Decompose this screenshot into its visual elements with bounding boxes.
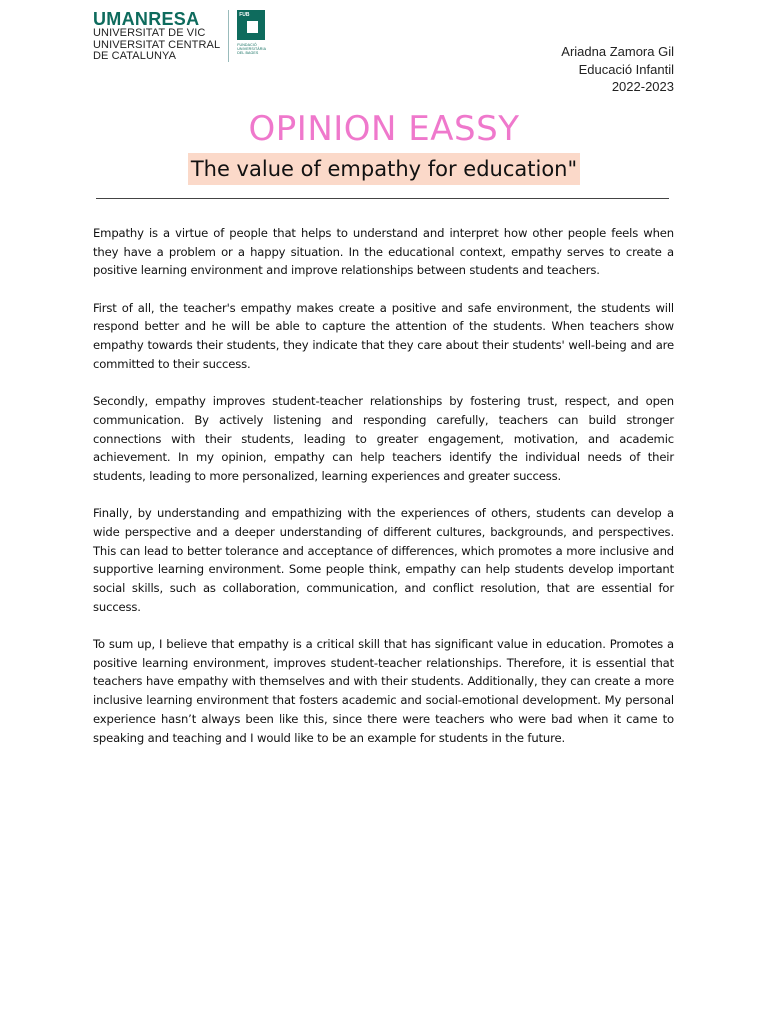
paragraph: Finally, by understanding and empathizing with the experiences of others, students can develop a wide perspective and a deeper understanding of different cultures, backgrounds, and perspectives. This can lead to better tolerance and acceptance of differences, which promotes a more inclusive and supportive learning environment. Some people think, empathy can help students develop important social skills, such as collaboration, communication, and conflict resolution, that are essential for success. (93, 506, 674, 614)
author-name: Ariadna Zamora Gil (561, 44, 674, 59)
logo-divider (228, 10, 229, 62)
paragraph: Secondly, empathy improves student-teacher relationships by fostering trust, respect, and open communication. By actively listening and responding carefully, teachers can build stronger connections with their students, leading to greater engagement, motivation, and academic achievement. In my opinion, empathy can help teachers identify the individual needs of their students, leading to more personalized, learning experiences and greater success. (93, 394, 674, 483)
fub-square-shape (247, 21, 258, 33)
umanresa-wordmark (93, 10, 220, 65)
logo-sub-line: UNIVERSITAT DE VIC (93, 27, 206, 39)
fub-logo (237, 10, 267, 65)
author-year: 2022-2023 (611, 79, 674, 94)
university-logo (93, 10, 267, 65)
essay-body (93, 224, 674, 766)
paragraph: Empathy is a virtue of people that helps to understand and interpret how other people feels when they have a problem or a happy situation. In the educational context, empathy serves to create a positive learning environment and improve relationships between students and teachers. (93, 226, 674, 278)
logo-main-text: UMANRESA (93, 9, 200, 29)
subtitle-container (0, 153, 768, 185)
page-subtitle: The value of empathy for education" (188, 153, 580, 185)
logo-sub-line: UNIVERSITAT CENTRAL (93, 38, 221, 51)
title-divider (96, 198, 669, 199)
paragraph: First of all, the teacher's empathy makes create a positive and safe environment, the students will respond better and he will be able to capture the attention of the students. When teachers show empathy towards their students, they indicate that they care about their students' well-being and are committed to their success. (93, 300, 674, 371)
fub-caption-line: UNIVERSITÀRIA (237, 47, 267, 52)
page-title: OPINION EASSY (248, 109, 520, 149)
paragraph: To sum up, I believe that empathy is a critical skill that has significant value in education. Promotes a positive learning environment, improves student-teacher relationships. Therefore, it is essential that teachers have empathy with themselves and with their students. Additionally, they can create a more inclusive learning environment that fosters academic and social-emotional development. My personal experience hasn’t always been like this, since there were teachers who were bad when it came to speaking and teaching and I would like to be an example for students in the future. (93, 637, 674, 745)
fub-caption-line: FUNDACIÓ (237, 43, 257, 47)
logo-sub-line: DE CATALUNYA (93, 50, 177, 62)
fub-label: FUB (239, 12, 250, 18)
fub-caption (237, 43, 267, 56)
fub-caption-line: DEL BAGES (237, 51, 259, 56)
fub-emblem-icon (237, 10, 265, 40)
author-info (561, 43, 674, 96)
author-course: Educació Infantil (578, 61, 674, 77)
